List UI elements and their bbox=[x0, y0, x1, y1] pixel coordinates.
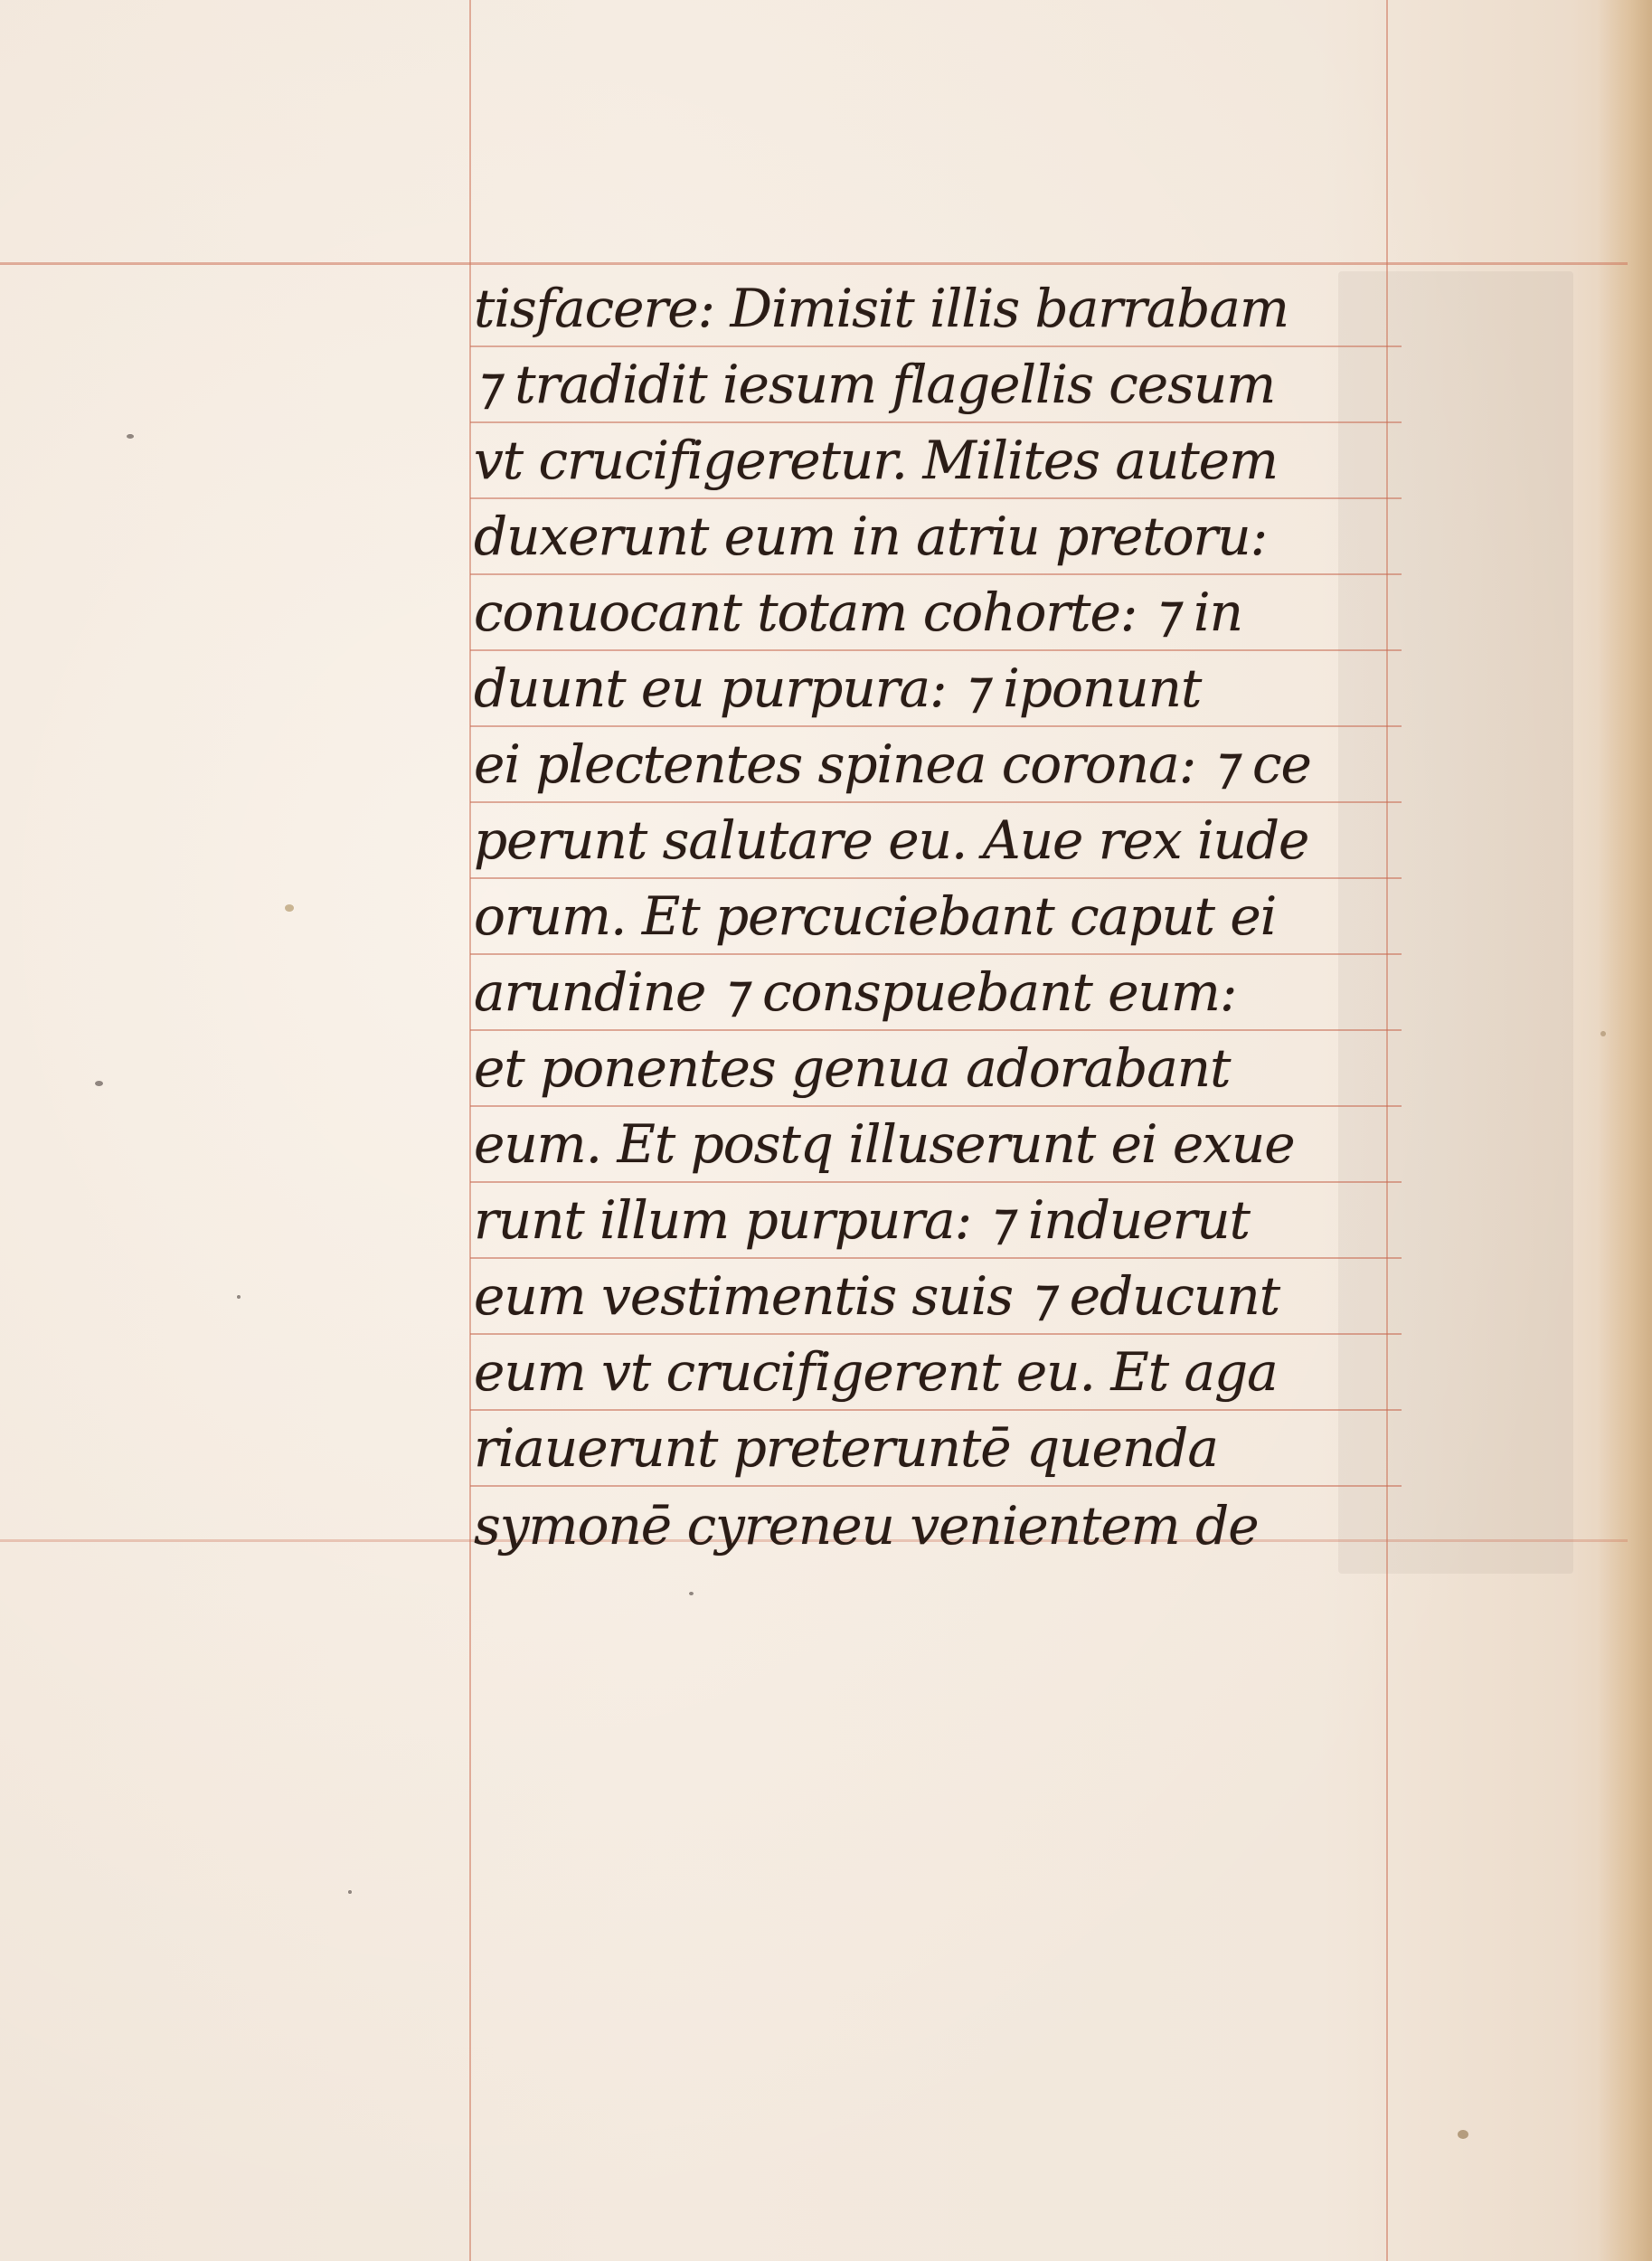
text-line bbox=[470, 1411, 1402, 1487]
text-line bbox=[470, 1183, 1402, 1259]
line-text: symonē cyreneu venientem de bbox=[474, 1495, 1259, 1556]
text-line bbox=[470, 499, 1402, 575]
text-block bbox=[470, 271, 1402, 1574]
line-text: duunt eu purpura: ⁊ iponunt bbox=[474, 657, 1202, 719]
parchment-speck bbox=[1600, 1031, 1606, 1036]
parchment-speck bbox=[95, 1081, 103, 1086]
text-line bbox=[470, 347, 1402, 423]
parchment-speck bbox=[285, 904, 294, 912]
line-text: et ponentes genua adorabant bbox=[474, 1037, 1231, 1099]
parchment-speck bbox=[348, 1890, 352, 1894]
line-text: vt crucifigeretur. Milites autem bbox=[474, 430, 1278, 491]
text-line bbox=[470, 879, 1402, 955]
parchment-speck bbox=[689, 1592, 694, 1595]
line-text: ei plectentes spinea corona: ⁊ ce bbox=[474, 733, 1311, 795]
text-line bbox=[470, 1259, 1402, 1335]
text-line bbox=[470, 803, 1402, 879]
text-line bbox=[470, 727, 1402, 803]
parchment-speck bbox=[237, 1295, 241, 1299]
line-text: riauerunt preteruntē quenda bbox=[474, 1417, 1218, 1479]
line-text: eum vestimentis suis ⁊ educunt bbox=[474, 1265, 1280, 1327]
text-line bbox=[470, 1107, 1402, 1183]
line-text: arundine ⁊ conspuebant eum: bbox=[474, 961, 1237, 1023]
line-text: orum. Et percuciebant caput ei bbox=[474, 885, 1277, 947]
line-text: tisfacere: Dimisit illis barrabam bbox=[474, 278, 1289, 339]
line-text: conuocant totam cohorte: ⁊ in bbox=[474, 582, 1242, 643]
text-line bbox=[470, 955, 1402, 1031]
line-text: ⁊ tradidit iesum flagellis cesum bbox=[474, 354, 1276, 415]
top-ruling-line bbox=[0, 262, 1628, 265]
text-line bbox=[470, 271, 1402, 347]
text-line bbox=[470, 1335, 1402, 1411]
line-text: runt illum purpura: ⁊ induerut bbox=[474, 1189, 1250, 1251]
text-line bbox=[470, 1031, 1402, 1107]
text-line bbox=[470, 1487, 1402, 1563]
page-edge-shadow bbox=[1598, 0, 1652, 2261]
line-text: eum vt crucifigerent eu. Et aga bbox=[474, 1341, 1278, 1403]
parchment-speck bbox=[1458, 2130, 1468, 2139]
parchment-speck bbox=[127, 434, 134, 439]
line-text: duxerunt eum in atriu pretoru: bbox=[474, 506, 1268, 567]
line-text: eum. Et postq illuserunt ei exue bbox=[474, 1113, 1295, 1175]
text-line bbox=[470, 651, 1402, 727]
text-line bbox=[470, 575, 1402, 651]
line-text: perunt salutare eu. Aue rex iude bbox=[474, 809, 1309, 871]
text-line bbox=[470, 423, 1402, 499]
